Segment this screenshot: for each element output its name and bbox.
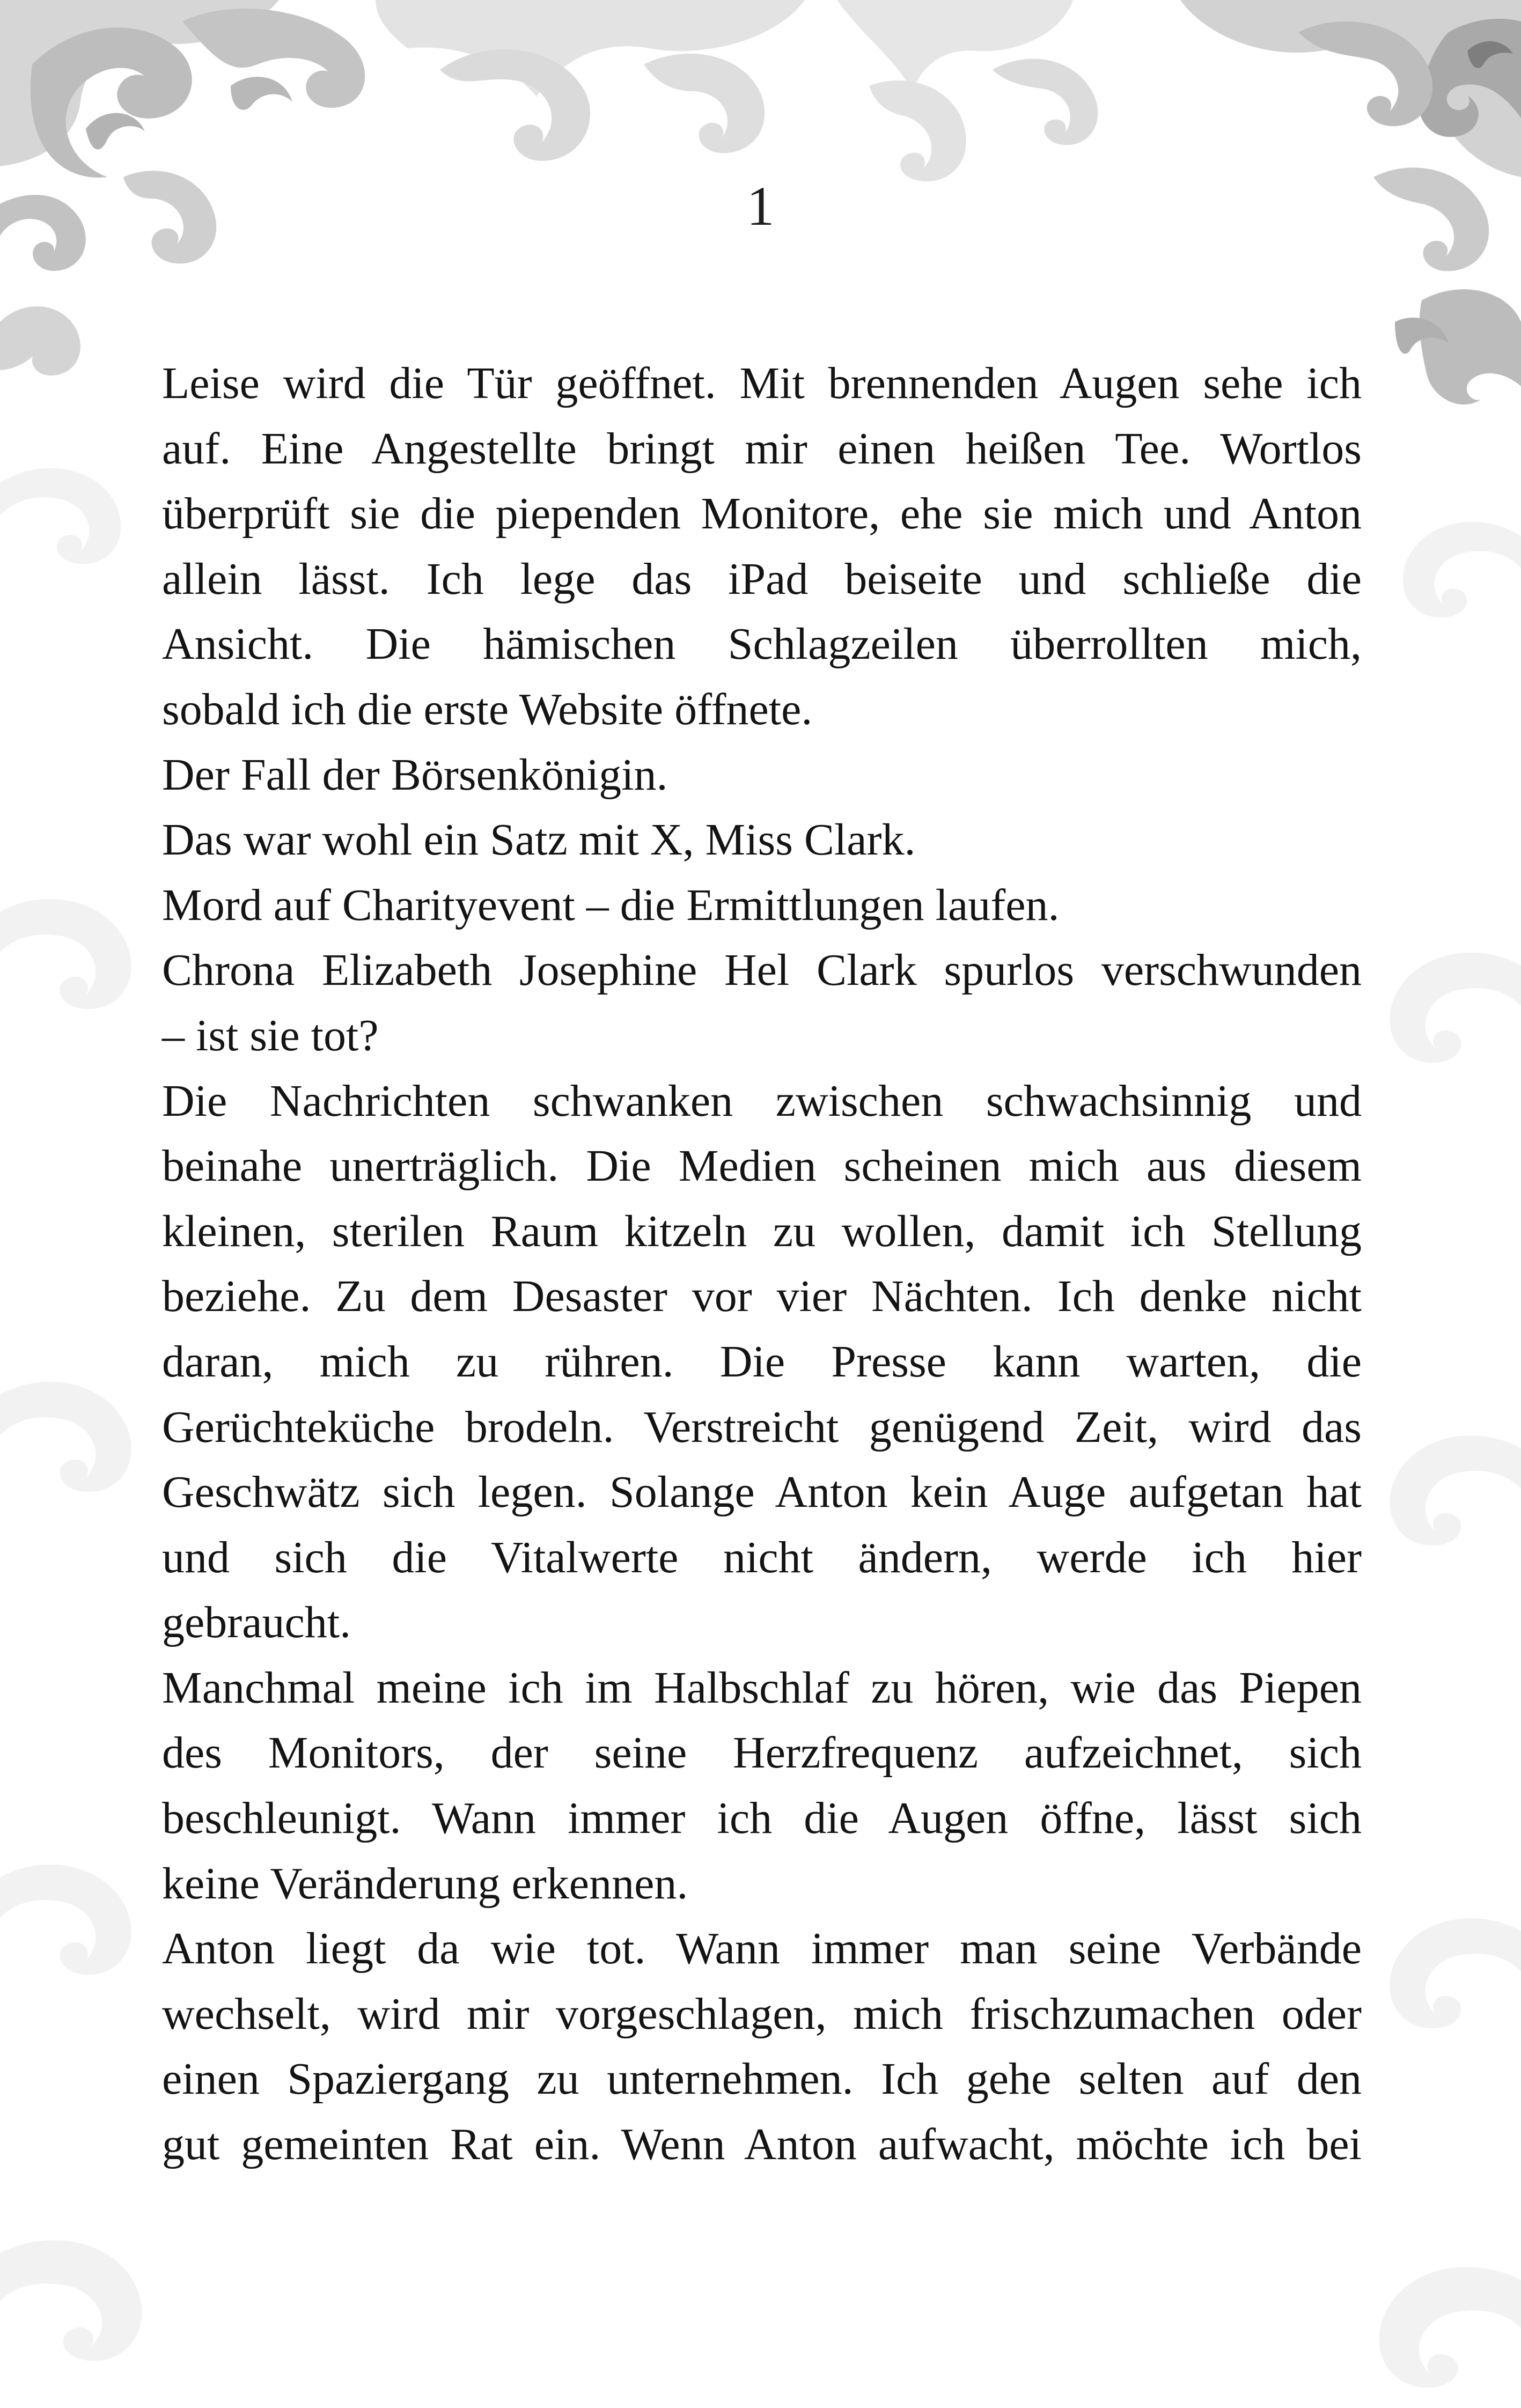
text-line: gut gemeinten Rat ein. Wenn Anton aufwacht, möchte ich bei (162, 2119, 1362, 2170)
text-line: Gerüchteküche brodeln. Verstreicht genügend Zeit, wird das (162, 1402, 1362, 1452)
text-line: Geschwätz sich legen. Solange Anton kein Auge aufgetan hat (162, 1467, 1362, 1518)
text-line: sobald ich die erste Website öffnete. (162, 684, 813, 734)
text-line: Die Nachrichten schwanken zwischen schwachsinnig und (162, 1076, 1362, 1126)
text-line: des Monitors, der seine Herzfrequenz aufzeichnet, sich (162, 1728, 1362, 1778)
text-line: beschleunigt. Wann immer ich die Augen öffne, lässt sich (162, 1793, 1362, 1844)
text-line: und sich die Vitalwerte nicht ändern, werde ich hier (162, 1532, 1362, 1582)
paragraph (162, 1655, 1362, 1916)
paragraph (162, 807, 1362, 873)
paragraph (162, 742, 1362, 808)
text-line: Ansicht. Die hämischen Schlagzeilen überrollten mich, (162, 619, 1362, 669)
top-center-flourish (376, 0, 1098, 181)
text-line: – ist sie tot? (162, 1010, 379, 1061)
text-line: Chrona Elizabeth Josephine Hel Clark spurlos verschwunden (162, 945, 1362, 996)
text-line: Der Fall der Börsenkönigin. (162, 749, 668, 800)
text-line: wechselt, wird mir vorgeschlagen, mich frischzumachen oder (162, 1989, 1362, 2039)
paragraph (162, 938, 1362, 1068)
text-line: beinahe unerträglich. Die Medien scheinen mich aus diesem (162, 1141, 1362, 1191)
text-line: gebraucht. (162, 1597, 351, 1648)
text-line: Anton liegt da wie tot. Wann immer man seine Verbände (162, 1924, 1362, 1974)
chapter-body-text (162, 351, 1362, 2177)
text-line: keine Veränderung erkennen. (162, 1858, 688, 1909)
text-line: allein lässt. Ich lege das iPad beiseite und schließe die (162, 554, 1362, 604)
text-line: einen Spaziergang zu unternehmen. Ich gehe selten auf den (162, 2054, 1362, 2104)
paragraph (162, 1916, 1362, 2177)
text-line: beziehe. Zu dem Desaster vor vier Nächten. Ich denke nicht (162, 1271, 1362, 1322)
text-line: Das war wohl ein Satz mit X, Miss Clark. (162, 815, 916, 865)
text-line: überprüft sie die piependen Monitore, ehe sie mich und Anton (162, 489, 1362, 539)
paragraph (162, 351, 1362, 742)
chapter-number: 1 (746, 175, 775, 237)
paragraph (162, 1069, 1362, 1655)
text-line: Leise wird die Tür geöffnet. Mit brennenden Augen sehe ich (162, 358, 1362, 408)
text-line: daran, mich zu rühren. Die Presse kann warten, die (162, 1336, 1362, 1387)
paragraph (162, 873, 1362, 938)
text-line: Manchmal meine ich im Halbschlaf zu hören, wie das Piepen (162, 1662, 1362, 1713)
text-line: kleinen, sterilen Raum kitzeln zu wollen, damit ich Stellung (162, 1206, 1362, 1256)
text-line: Mord auf Charityevent – die Ermittlungen laufen. (162, 880, 1060, 930)
text-line: auf. Eine Angestellte bringt mir einen heißen Tee. Wortlos (162, 423, 1362, 474)
